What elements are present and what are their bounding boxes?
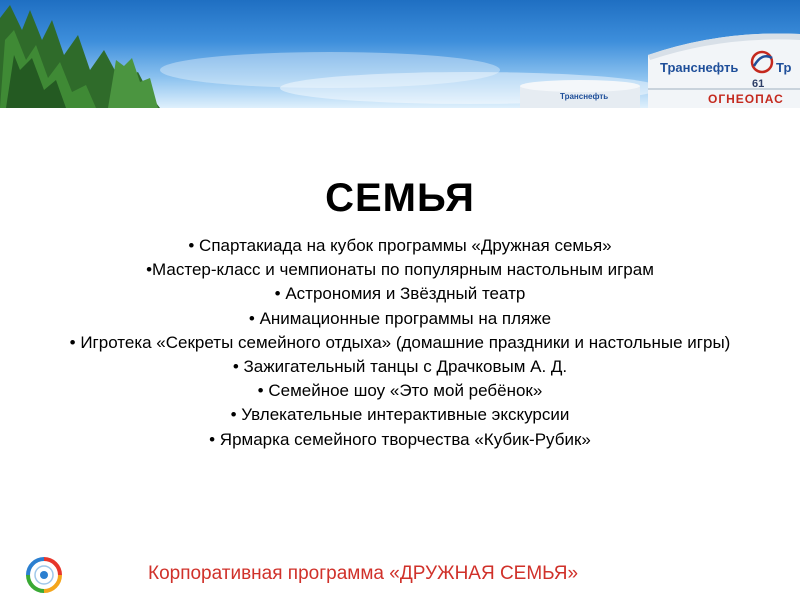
list-item: • Увлекательные интерактивные экскурсии [230, 405, 570, 425]
list-item: • Спартакиада на кубок программы «Дружная семья» [188, 236, 612, 255]
banner-illustration [0, 0, 800, 108]
program-logo-icon [24, 555, 64, 595]
activity-list [0, 234, 800, 452]
list-item: • Семейное шоу «Это мой ребёнок» [257, 381, 543, 401]
footer-program-name: Корпоративная программа «ДРУЖНАЯ СЕМЬЯ» [148, 563, 579, 584]
list-item: • Игротека «Секреты семейного отдыха» (домашние праздники и настольные игры) [69, 332, 731, 352]
tank-brand-large-cut: Тр [776, 60, 792, 75]
slide-title: СЕМЬЯ [325, 176, 475, 220]
list-item: •Мастер-класс и чемпионаты по популярным настольным играм [146, 260, 654, 280]
tank-number: 61 [752, 78, 765, 90]
header-banner [0, 0, 800, 108]
list-item: • Анимационные программы на пляже [248, 308, 552, 328]
tank-brand-small: Транснефть [560, 92, 609, 101]
tank-brand-large: Транснефть [660, 60, 739, 75]
list-item: • Ярмарка семейного творчества «Кубик-Рубик» [209, 429, 591, 449]
list-item: • Астрономия и Звёздный театр [274, 284, 526, 304]
list-item: • Зажигательный танцы с Драчковым А. Д. [232, 357, 568, 377]
tank-warning: ОГНЕОПАС [708, 92, 784, 106]
forest [0, 5, 160, 108]
